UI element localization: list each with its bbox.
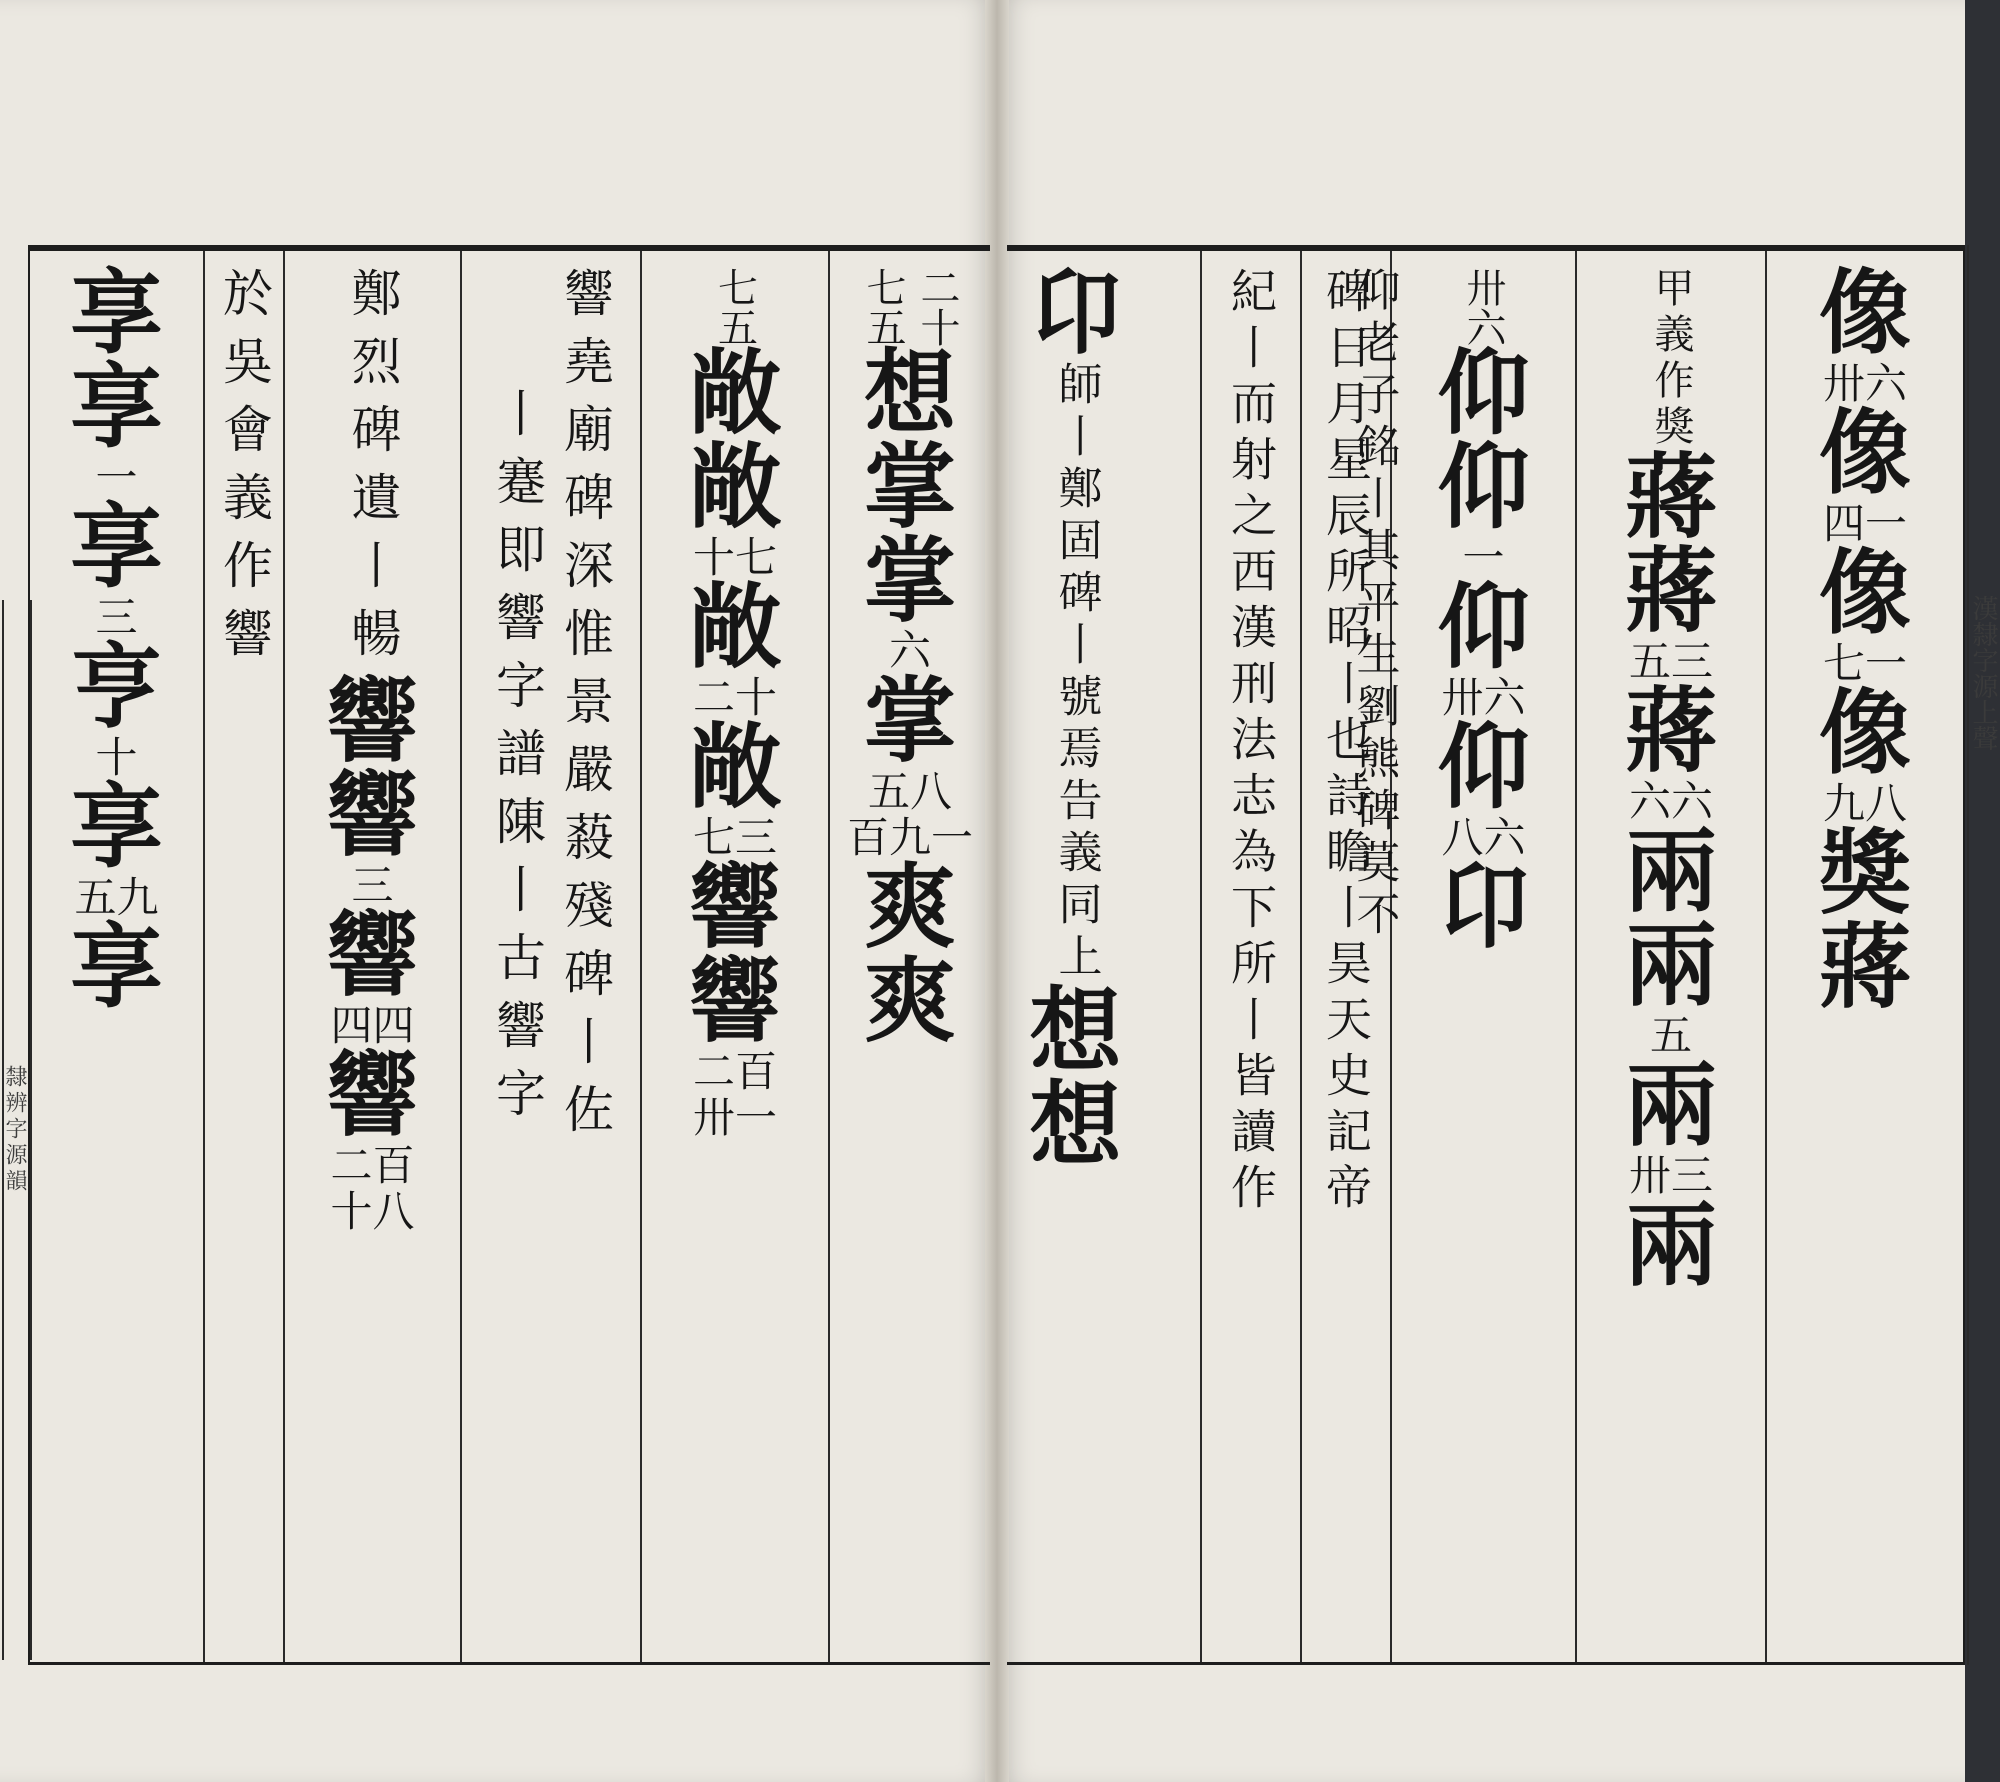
glyph: 響 <box>326 1040 419 1149</box>
glyph: 響 <box>326 900 419 1009</box>
commentary-text: 於吳會義作響 <box>215 267 273 675</box>
commentary-text: 響堯廟碑深惟景嚴蔱殘碑丨佐 <box>556 267 614 1151</box>
glyph: 敞 <box>688 339 781 447</box>
glyph-note: 六六 <box>1628 776 1713 826</box>
column-note: 二十 <box>914 267 960 347</box>
glyph: 想 <box>1029 976 1122 1085</box>
commentary-text: 鄭烈碑遺丨暢 <box>343 267 402 675</box>
glyph: 享 <box>70 259 163 367</box>
commentary-text: 紀丨而射之西漢刑法志為下所丨皆讀作 <box>1224 267 1278 1219</box>
glyph: 響 <box>688 852 781 961</box>
commentary-text: 丨蹇即響字譜陳丨古響字 <box>488 387 546 1135</box>
glyph: 像 <box>1818 259 1911 367</box>
right-column-3 <box>1392 251 1577 1662</box>
column-note: 七五 <box>860 267 906 347</box>
glyph: 仰 <box>1437 572 1530 681</box>
glyph-note: 七三 <box>692 812 777 862</box>
glyph: 享 <box>70 912 163 1021</box>
commentary-text: 甲義作獎 <box>1648 267 1694 451</box>
glyph-note: 一 <box>1462 532 1505 582</box>
glyph-note: 六 <box>888 626 931 676</box>
glyph-note: 十七 <box>692 532 777 582</box>
glyph-note: 四一 <box>1822 498 1907 548</box>
glyph-note: 二百 <box>692 1046 777 1096</box>
left-column-6 <box>30 251 205 1662</box>
glyph: 響 <box>326 760 419 869</box>
glyph: 想 <box>1029 1070 1122 1179</box>
glyph-note: 十八 <box>330 1186 415 1236</box>
glyph-note: 七一 <box>1822 638 1907 688</box>
glyph: 敞 <box>688 572 781 681</box>
glyph-note: 卅一 <box>692 1092 777 1142</box>
glyph: 蔣 <box>1624 443 1717 551</box>
commentary-text: 師丨鄭固碑丨號焉告義同上 <box>1050 360 1102 985</box>
left-column-3 <box>462 251 642 1662</box>
glyph: 仰 <box>1437 339 1530 447</box>
glyph: 亨 <box>70 632 163 741</box>
glyph-note: 一 <box>95 452 138 502</box>
right-text-frame <box>1007 245 1965 1665</box>
glyph-note: 五三 <box>1628 636 1713 686</box>
glyph: 卬 <box>1029 259 1122 367</box>
commentary-text: 仰老子銘丨其平生劉熊碑莫不 <box>1348 267 1400 943</box>
glyph: 享 <box>70 492 163 601</box>
glyph-note: 五九 <box>74 872 159 922</box>
glyph-note: 二十 <box>692 672 777 722</box>
glyph: 像 <box>1818 539 1911 648</box>
glyph-note: 五八 <box>867 766 952 816</box>
glyph: 兩 <box>1624 1190 1717 1299</box>
glyph-note: 三 <box>351 860 394 910</box>
margin-title-text: 漢隸字源上聲 <box>1968 595 1998 751</box>
glyph: 像 <box>1818 399 1911 508</box>
glyph: 響 <box>688 946 781 1055</box>
glyph: 蔣 <box>1818 912 1911 1021</box>
glyph-note: 五 <box>1649 1010 1692 1060</box>
glyph: 享 <box>70 772 163 881</box>
glyph-note: 卅三 <box>1628 1150 1713 1200</box>
glyph-note: 三 <box>95 592 138 642</box>
glyph: 想 <box>863 339 956 447</box>
left-column-2 <box>642 251 830 1662</box>
left-margin-title: 隸辨字源韻 <box>2 600 32 1660</box>
glyph: 爽 <box>863 946 956 1055</box>
glyph: 兩 <box>1624 816 1717 925</box>
column-note: 卅六 <box>1460 267 1506 347</box>
right-margin-title <box>1967 245 2000 1665</box>
glyph: 掌 <box>863 432 956 541</box>
glyph: 敞 <box>688 432 781 541</box>
glyph: 像 <box>1818 679 1911 788</box>
glyph: 蔣 <box>1624 676 1717 785</box>
column-note: 七五 <box>711 267 758 347</box>
glyph: 兩 <box>1624 910 1717 1019</box>
glyph-note: 八六 <box>1441 812 1526 862</box>
commentary-text: 碑日月星辰所昭丨也詩瞻丨昊天史記帝 <box>1319 267 1373 1219</box>
glyph: 爽 <box>863 852 956 961</box>
glyph: 兩 <box>1624 1050 1717 1159</box>
left-column-4 <box>285 251 462 1662</box>
glyph: 響 <box>326 667 419 775</box>
glyph-note: 二百 <box>330 1140 415 1190</box>
glyph: 掌 <box>863 526 956 635</box>
glyph: 享 <box>70 352 163 461</box>
left-column-5 <box>205 251 285 1662</box>
glyph: 仰 <box>1437 712 1530 821</box>
glyph-note: 百九一 <box>846 812 973 862</box>
glyph: 仰 <box>1437 432 1530 541</box>
glyph-note: 卅六 <box>1441 672 1526 722</box>
glyph: 蔣 <box>1624 536 1717 645</box>
glyph-note: 九八 <box>1822 778 1907 828</box>
right-column-1 <box>1767 251 1963 1662</box>
glyph-note: 十 <box>95 732 138 782</box>
right-column-2 <box>1577 251 1767 1662</box>
glyph-note: 卅六 <box>1822 358 1907 408</box>
glyph: 敞 <box>688 712 781 821</box>
glyph-note: 四四 <box>330 1000 415 1050</box>
glyph: 卬 <box>1437 852 1530 961</box>
glyph: 掌 <box>863 666 956 775</box>
glyph: 獎 <box>1818 819 1911 928</box>
